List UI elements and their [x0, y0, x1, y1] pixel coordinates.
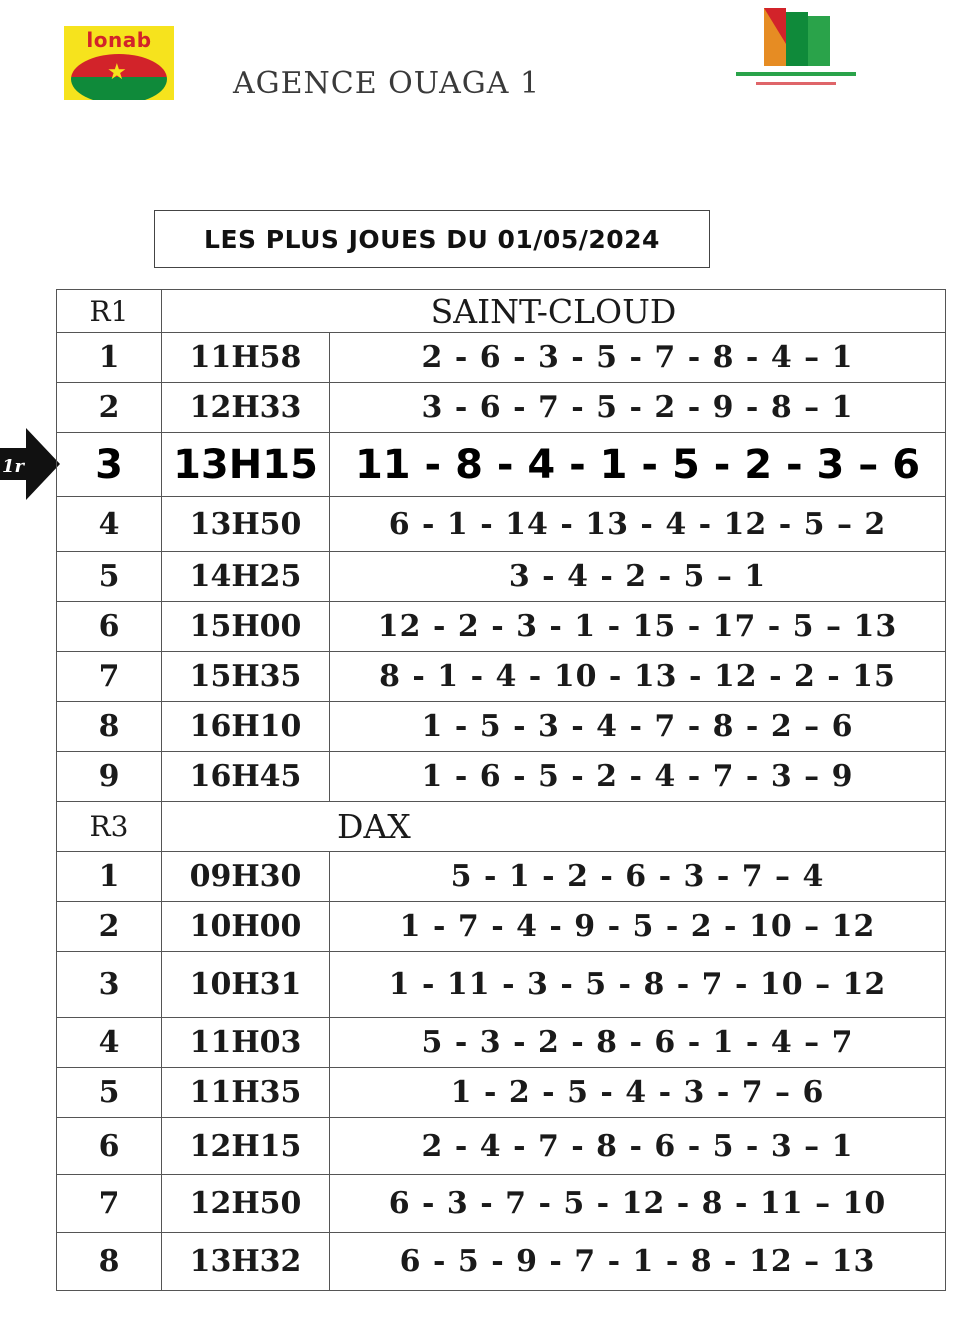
race-time: 13H15 — [162, 433, 330, 497]
race-time: 11H58 — [162, 333, 330, 383]
race-combination: 5 - 3 - 2 - 8 - 6 - 1 - 4 – 7 — [330, 1018, 946, 1068]
race-combination: 1 - 5 - 3 - 4 - 7 - 8 - 2 – 6 — [330, 702, 946, 752]
table-row — [57, 552, 946, 602]
race-number: 8 — [57, 1233, 162, 1291]
venue-name: DAX — [162, 802, 946, 852]
race-time: 15H35 — [162, 652, 330, 702]
table-row — [57, 1175, 946, 1233]
race-time: 13H32 — [162, 1233, 330, 1291]
table-row — [57, 1018, 946, 1068]
race-time: 09H30 — [162, 852, 330, 902]
race-combination: 8 - 1 - 4 - 10 - 13 - 12 - 2 - 15 — [330, 652, 946, 702]
race-time: 10H31 — [162, 952, 330, 1018]
race-number: 8 — [57, 702, 162, 752]
partner-logo — [734, 8, 858, 92]
race-time: 10H00 — [162, 902, 330, 952]
race-number: 7 — [57, 652, 162, 702]
race-number: 1 — [57, 852, 162, 902]
race-combination: 1 - 11 - 3 - 5 - 8 - 7 - 10 – 12 — [330, 952, 946, 1018]
table-row — [57, 702, 946, 752]
race-time: 11H03 — [162, 1018, 330, 1068]
race-combination: 1 - 2 - 5 - 4 - 3 - 7 – 6 — [330, 1068, 946, 1118]
table-row — [57, 752, 946, 802]
table-row — [57, 1233, 946, 1291]
race-number: 9 — [57, 752, 162, 802]
race-combination: 2 - 6 - 3 - 5 - 7 - 8 - 4 – 1 — [330, 333, 946, 383]
race-number: 6 — [57, 1118, 162, 1175]
arrow-label: 1r — [2, 456, 25, 477]
race-time: 16H45 — [162, 752, 330, 802]
race-combination: 5 - 1 - 2 - 6 - 3 - 7 – 4 — [330, 852, 946, 902]
race-time: 16H10 — [162, 702, 330, 752]
race-time: 14H25 — [162, 552, 330, 602]
race-number: 1 — [57, 333, 162, 383]
race-combination: 6 - 5 - 9 - 7 - 1 - 8 - 12 – 13 — [330, 1233, 946, 1291]
race-time: 13H50 — [162, 497, 330, 552]
table-row — [57, 333, 946, 383]
race-combination: 3 - 4 - 2 - 5 – 1 — [330, 552, 946, 602]
table-row — [57, 602, 946, 652]
race-time: 12H50 — [162, 1175, 330, 1233]
race-combination: 1 - 6 - 5 - 2 - 4 - 7 - 3 – 9 — [330, 752, 946, 802]
race-combination: 3 - 6 - 7 - 5 - 2 - 9 - 8 – 1 — [330, 383, 946, 433]
race-combination: 6 - 1 - 14 - 13 - 4 - 12 - 5 – 2 — [330, 497, 946, 552]
star-icon: ★ — [107, 60, 127, 85]
table-row — [57, 952, 946, 1018]
race-time: 12H33 — [162, 383, 330, 433]
table-row — [57, 652, 946, 702]
results-table — [56, 289, 946, 1291]
lonab-logo-text: lonab — [86, 28, 152, 52]
race-number: 2 — [57, 902, 162, 952]
table-row — [57, 852, 946, 902]
section-header-row — [57, 802, 946, 852]
race-number: 4 — [57, 497, 162, 552]
race-combination: 2 - 4 - 7 - 8 - 6 - 5 - 3 – 1 — [330, 1118, 946, 1175]
lonab-logo — [64, 26, 174, 100]
report-title: LES PLUS JOUES DU 01/05/2024 — [154, 210, 710, 268]
race-number: 2 — [57, 383, 162, 433]
race-number: 5 — [57, 552, 162, 602]
race-combination: 12 - 2 - 3 - 1 - 15 - 17 - 5 – 13 — [330, 602, 946, 652]
race-time: 15H00 — [162, 602, 330, 652]
race-number: 3 — [57, 433, 162, 497]
table-row — [57, 1068, 946, 1118]
race-number: 7 — [57, 1175, 162, 1233]
race-number: 6 — [57, 602, 162, 652]
race-number: 5 — [57, 1068, 162, 1118]
race-number: 4 — [57, 1018, 162, 1068]
reunion-code: R1 — [57, 290, 162, 333]
table-row-highlighted — [57, 433, 946, 497]
arrow-right-icon — [0, 428, 60, 500]
table-row — [57, 1118, 946, 1175]
race-number: 3 — [57, 952, 162, 1018]
race-combination: 11 - 8 - 4 - 1 - 5 - 2 - 3 – 6 — [330, 433, 946, 497]
agency-title: AGENCE OUAGA 1 — [233, 66, 541, 101]
table-row — [57, 383, 946, 433]
race-combination: 1 - 7 - 4 - 9 - 5 - 2 - 10 – 12 — [330, 902, 946, 952]
race-combination: 6 - 3 - 7 - 5 - 12 - 8 - 11 – 10 — [330, 1175, 946, 1233]
section-header-row — [57, 290, 946, 333]
table-row — [57, 902, 946, 952]
venue-name: SAINT-CLOUD — [162, 290, 946, 333]
race-time: 11H35 — [162, 1068, 330, 1118]
race-time: 12H15 — [162, 1118, 330, 1175]
reunion-code: R3 — [57, 802, 162, 852]
table-row — [57, 497, 946, 552]
